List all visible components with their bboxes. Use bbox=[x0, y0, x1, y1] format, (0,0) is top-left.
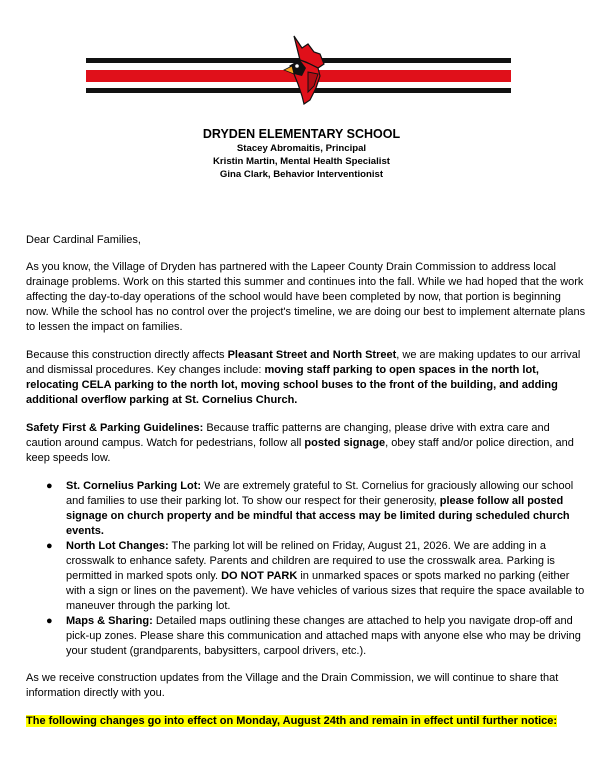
paragraph-updates: As we receive construction updates from the Village and the Drain Commission, we will continue to share that information directly with you. bbox=[26, 672, 559, 699]
bullet-icon: ● bbox=[46, 480, 53, 492]
guidelines-list bbox=[26, 479, 586, 659]
bullet-icon: ● bbox=[46, 540, 53, 552]
paragraph-construction-changes bbox=[26, 348, 586, 408]
cardinal-bird-icon bbox=[280, 34, 330, 106]
list-item-north-lot bbox=[26, 539, 586, 614]
north-lot-text-1: The parking lot will be relined on Friday, August 21, 2026. We are adding in a crosswalk to enhance safety. Parents and children are required to use the crosswalk area. Parking is permitted in marked spots only. bbox=[66, 540, 555, 582]
do-not-park: DO NOT PARK bbox=[221, 570, 298, 582]
st-cornelius-heading: St. Cornelius Parking Lot: bbox=[66, 480, 202, 492]
st-cornelius-text: We are extremely grateful to St. Cornelius for graciously allowing our school and families to use their parking lot. To show our respect for their generosity, bbox=[66, 480, 574, 507]
school-name: DRYDEN ELEMENTARY SCHOOL bbox=[202, 127, 401, 141]
highlighted-notice: The following changes go into effect on Monday, August 24th and remain in effect until further notice: bbox=[26, 715, 558, 727]
paragraph-safety bbox=[26, 421, 586, 466]
north-lot-heading: North Lot Changes: bbox=[66, 540, 169, 552]
greeting: Dear Cardinal Families, bbox=[26, 234, 141, 246]
p2-text-2: , we are making updates to our arrival and dismissal procedures. Key changes include: bbox=[26, 349, 581, 376]
letterhead-banner bbox=[86, 38, 511, 110]
safety-heading: Safety First & Parking Guidelines: bbox=[26, 422, 204, 434]
paragraph-drainage-project: As you know, the Village of Dryden has partnered with the Lapeer County Drain Commission to address local drainage problems. Work on this started this summer and continues into the fall. While we had hoped that the work affecting the day-to-day operations of the school would have been completed by now, that portion is beginning now. While the school has no control over the project's timeline, we are doing our best to implement alternate plans to lessen the impact on families. bbox=[26, 261, 586, 333]
staff-principal: Stacey Abromaitis, Principal bbox=[236, 143, 367, 154]
north-lot-text-2: in unmarked spaces or spots marked no parking (either with a sign or lines on the pavement). We have vehicles of various sizes that require the space available to maneuver through the parking lot. bbox=[66, 570, 585, 612]
list-item-maps bbox=[26, 614, 586, 659]
safety-text-2: , obey staff and/or police direction, and keep speeds low. bbox=[26, 437, 574, 464]
p2-text-1: Because this construction directly affects bbox=[26, 349, 228, 361]
maps-text: Detailed maps outlining these changes are attached to help you navigate drop-off and pick-up zones. Please share this communication and attached maps with anyone else who may be driving your student (grandparents, babysitters, carpool drivers, etc.). bbox=[66, 615, 581, 657]
staff-behavior-interventionist: Gina Clark, Behavior Interventionist bbox=[219, 169, 384, 180]
posted-signage: posted signage bbox=[304, 437, 386, 449]
maps-heading: Maps & Sharing: bbox=[66, 615, 153, 627]
effective-date-notice bbox=[26, 714, 586, 729]
p2-streets: Pleasant Street and North Street bbox=[227, 349, 397, 361]
letter-body bbox=[26, 233, 586, 729]
list-item-st-cornelius bbox=[26, 479, 586, 539]
p2-key-changes: moving staff parking to open spaces in the north lot, relocating CELA parking to the north lot, moving school buses to the front of the building, and adding additional overflow parking at St. Cornelius Church. bbox=[26, 364, 558, 406]
letterhead-text bbox=[0, 127, 603, 181]
safety-text-1: Because traffic patterns are changing, please drive with extra care and caution around campus. Watch for pedestrians, follow all bbox=[26, 422, 550, 449]
st-cornelius-request: please follow all posted signage on church property and be mindful that access may be limited during scheduled church events. bbox=[66, 495, 570, 537]
staff-mental-health-specialist: Kristin Martin, Mental Health Specialist bbox=[213, 156, 390, 167]
bullet-icon: ● bbox=[46, 615, 53, 627]
